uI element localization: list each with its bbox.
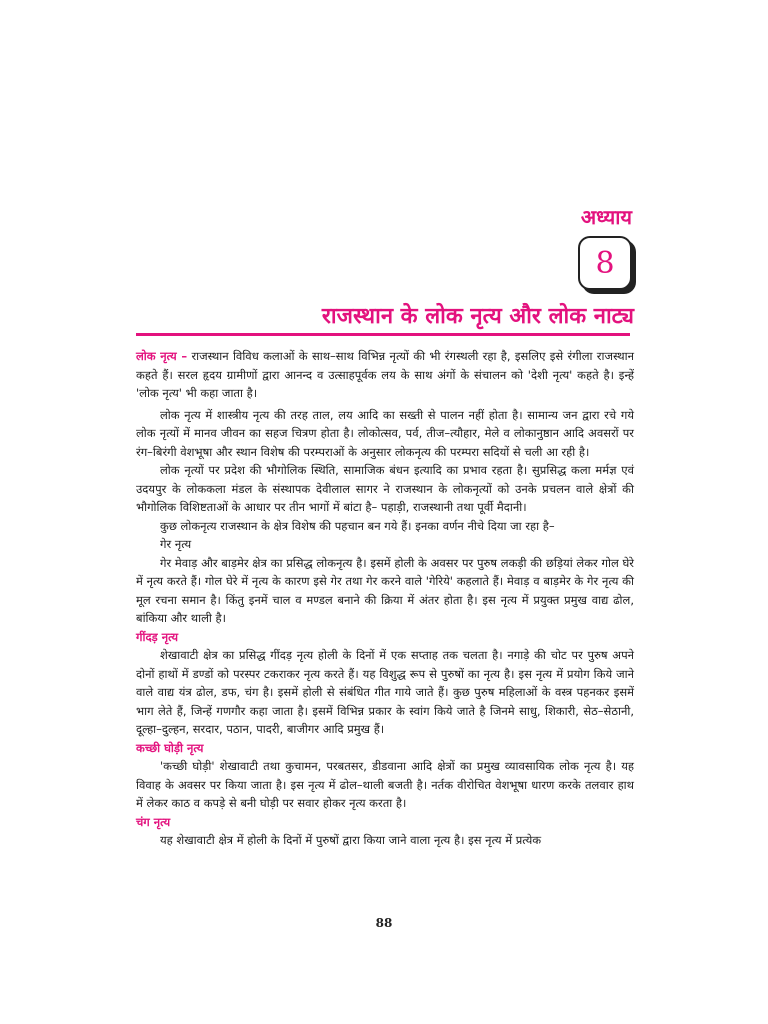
intro-paragraph	[136, 347, 634, 403]
page-body	[136, 347, 634, 850]
section-heading-kachhi-ghodi: कच्छी घोड़ी नृत्य	[136, 740, 204, 755]
intro-text: राजस्थान विविध कलाओं के साथ–साथ विभिन्न नृत्यों की भी रंगस्थली रहा है, इसलिए इसे रंगीला राजस्थान कहते हैं। सरल हृदय ग्रामीणों द्वारा आनन्द व उत्साहपूर्वक लय के साथ अंगों के संचालन को 'देशी नृत्य' कहते है। इन्हें 'लोक नृत्य' भी कहा जाता है।	[136, 349, 634, 400]
page-number: 88	[375, 916, 393, 930]
chapter-label: अध्याय	[580, 205, 632, 229]
section-text-gindad: शेखावाटी क्षेत्र का प्रसिद्ध गींदड़ नृत्य होली के दिनों में एक सप्ताह तक चलता है। नगाड़े की चोट पर पुरुष अपने दोनों हाथों में डण्डों को परस्पर टकराकर नृत्य करते हैं। यह विशुद्ध रूप से पुरुषों का नृत्य है। इस नृत्य में प्रयोग किये जाने वाले वाद्य यंत्र ढोल, डफ, चंग है। इसमें होली से संबंधित गीत गाये जाते हैं। कुछ पुरुष महिलाओं के वस्त्र पहनकर इसमें भाग लेते हैं, जिन्हें गणगौर कहा जाता है। इसमें विभिन्न प्रकार के स्वांग किये जाते है जिनमे साधु, शिकारी, सेठ–सेठानी, दूल्हा–दुल्हन, सरदार, पठान, पादरी, बाजीगर आदि प्रमुख हैं।	[136, 648, 634, 736]
section-heading-ger: गेर नृत्य	[160, 537, 192, 551]
body-paragraph: कुछ लोकनृत्य राजस्थान के क्षेत्र विशेष की पहचान बन गये हैं। इनका वर्णन नीचे दिया जा रहा है–	[160, 518, 555, 533]
section-heading-gindad: गींदड़ नृत्य	[136, 629, 179, 644]
section-text-ger: गेर मेवाड़ और बाड़मेर क्षेत्र का प्रसिद्ध लोकनृत्य है। इसमें होली के अवसर पर पुरुष लकड़ी की छड़ियां लेकर गोल घेरे में नृत्य करते हैं। गोल घेरे में नृत्य के कारण इसे गेर तथा गेर करने वाले 'गेरिये' कहलाते हैं। मेवाड़ व बाड़मेर के गेर नृत्य की मूल रचना समान है। किंतु इनमें चाल व मण्डल बनाने की क्रिया में अंतर होता है। इस नृत्य में प्रयुक्त प्रमुख वाद्य ढोल, बांकिया और थाली है।	[136, 555, 634, 625]
section-text-chang: यह शेखावाटी क्षेत्र में होली के दिनों में पुरुषों द्वारा किया जाने वाला नृत्य है। इस नृत्य में प्रत्येक	[160, 833, 542, 847]
section-heading-chang: चंग नृत्य	[136, 814, 171, 829]
body-paragraph: लोक नृत्यों पर प्रदेश की भौगोलिक स्थिति, सामाजिक बंधन इत्यादि का प्रभाव रहता है। सुप्रसिद्ध कला मर्मज्ञ एवं उदयपुर के लोककला मंडल के संस्थापक देवीलाल सागर ने राजस्थान के लोकनृत्यों को उनके प्रचलन वाले क्षेत्रों की भौगोलिक विशिष्टताओं के आधार पर तीन भागों में बांटा है– पहाड़ी, राजस्थानी तथा पूर्वी मैदानी।	[136, 463, 634, 514]
chapter-number-box	[578, 236, 632, 290]
chapter-title: राजस्थान के लोक नृत्य और लोक नाट्य	[321, 304, 634, 329]
title-divider	[136, 333, 630, 336]
chapter-number: 8	[595, 245, 615, 281]
intro-lead-term: लोक नृत्य –	[136, 349, 188, 363]
section-text-kachhi-ghodi: 'कच्छी घोड़ी' शेखावाटी तथा कुचामन, परबतसर, डीडवाना आदि क्षेत्रों का प्रमुख व्यावसायिक लोक नृत्य है। यह विवाह के अवसर पर किया जाता है। इस नृत्य में ढोल–थाली बजती है। नर्तक वीरोचित वेशभूषा धारण करके तलवार हाथ में लेकर काठ व कपड़े से बनी घोड़ी पर सवार होकर नृत्य करता है।	[136, 759, 634, 810]
body-paragraph: लोक नृत्य में शास्त्रीय नृत्य की तरह ताल, लय आदि का सख्ती से पालन नहीं होता है। सामान्य जन द्वारा रचे गये लोक नृत्यों में मानव जीवन का सहज चित्रण होता है। लोकोत्सव, पर्व, तीज–त्यौहार, मेले व लोकानुष्ठान आदि अवसरों पर रंग–बिरंगी वेशभूषा और स्थान विशेष की परम्पराओं के अनुसार लोकनृत्य की परम्परा सदियों से चली आ रही है।	[136, 407, 634, 459]
